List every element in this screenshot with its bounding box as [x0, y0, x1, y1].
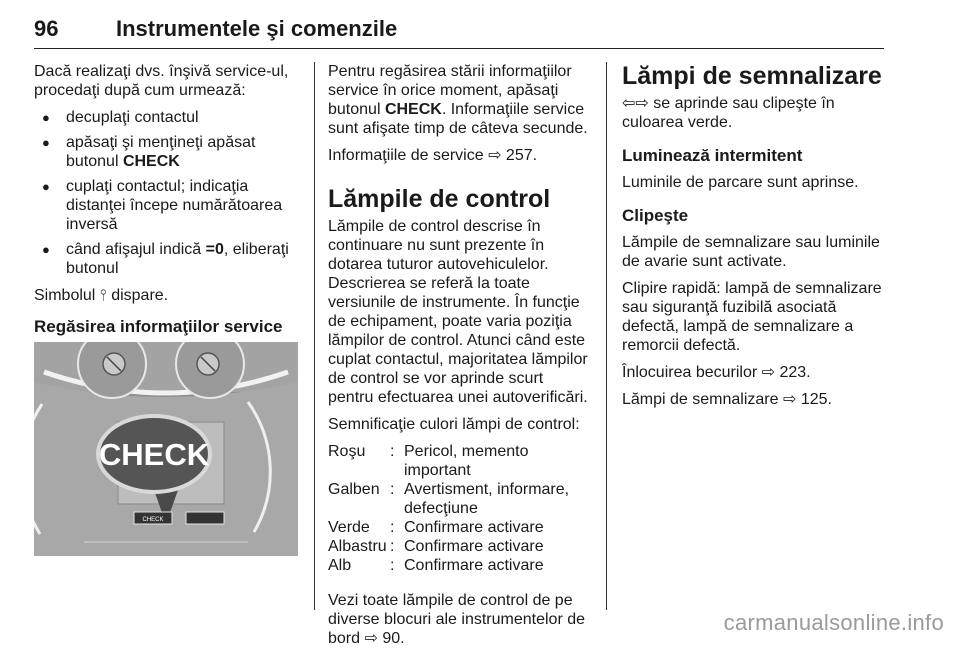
table-row: Albastru : Confirmare activare: [328, 538, 544, 555]
list-item: ● cuplaţi contactul; indicaţia distanţei începe numărătoarea inversă: [34, 177, 306, 234]
intro-paragraph: Dacă realizaţi dvs. înşivă service-ul, procedaţi după cum urmează:: [34, 63, 289, 99]
colors-intro: Semnificaţie culori lămpi de control:: [328, 416, 580, 433]
section-heading-service: Regăsirea informaţiilor service: [34, 317, 283, 336]
column-divider-2: [606, 62, 607, 610]
watermark: carmanualsonline.info: [723, 610, 944, 635]
instrument-reference: Vezi toate lămpile de control de pe diverse blocuri ale instrumentelor de bord ⇨ 90.: [328, 592, 586, 647]
steps-list: [34, 108, 306, 278]
table-row: Alb : Confirmare activare: [328, 557, 544, 574]
table-row: Galben : Avertisment, informare, defecţiune: [328, 481, 570, 517]
fast-flashing-paragraph: Clipire rapidă: lampă de semnalizare sau siguranţă fuzibilă asociată defectă, lampă de semnalizare a remorcii defectă.: [622, 280, 882, 354]
list-item: ● decuplaţi contactul: [34, 108, 306, 127]
lamp-colors-table: [328, 442, 593, 575]
service-retrieval-paragraph: Pentru regăsirea stării informaţiilor service în orice moment, apăsaţi butonul CHECK. Informaţiile service sunt afişate timp de câteva secunde.: [328, 63, 588, 137]
turn-signal-paragraph: ⇦⇨ se aprinde sau clipeşte în culoarea verde.: [622, 95, 835, 131]
column-2: [328, 62, 593, 656]
instrument-cluster-illustration: [34, 342, 298, 556]
flashing-paragraph: Lămpile de semnalizare sau luminile de avarie sunt activate.: [622, 234, 880, 270]
section-heading-turn-signals: Lămpi de semnalizare: [622, 62, 882, 90]
page-header: [34, 14, 884, 52]
column-3: [622, 62, 892, 417]
page-number: 96: [34, 16, 59, 41]
control-lamps-paragraph: Lămpile de control descrise în continuare nu sunt prezente în dotarea tuturor autovehiculelor. Descrierea se referă la toate versiunile de instrumente. În funcţie de echipament, poate varia poziţia lămpilor de control. Atunci când este cuplat contactul, majoritatea lămpilor de control se vor aprinde scurt pentru efectuarea unei autoverificări.: [328, 218, 588, 406]
list-item: ● când afişajul indică =0, eliberaţi butonul: [34, 240, 306, 278]
check-keyword: CHECK: [122, 153, 180, 170]
section-heading-control-lamps: Lămpile de control: [328, 185, 551, 213]
turn-signals-reference: Lămpi de semnalizare ⇨ 125.: [622, 391, 832, 408]
zero-keyword: =0: [205, 241, 224, 258]
check-button-callout: CHECK: [98, 437, 210, 472]
check-keyword: CHECK: [384, 101, 442, 118]
column-1: [34, 62, 306, 556]
small-check-button: CHECK: [142, 517, 164, 523]
symbol-paragraph: Simbolul ⫯ dispare.: [34, 287, 169, 304]
table-row: Verde : Confirmare activare: [328, 519, 544, 536]
header-divider: [34, 48, 884, 49]
list-item: ● apăsaţi şi menţineţi apăsat butonul CHECK: [34, 133, 306, 171]
column-divider-1: [314, 62, 315, 610]
service-info-reference: Informaţiile de service ⇨ 257.: [328, 147, 538, 164]
table-row: Roşu : Pericol, memento important: [328, 443, 529, 479]
subheading-steady: Luminează intermitent: [622, 146, 803, 165]
subheading-flashing: Clipeşte: [622, 206, 689, 225]
chapter-title: Instrumentele şi comenzile: [116, 16, 398, 41]
steady-paragraph: Luminile de parcare sunt aprinse.: [622, 174, 859, 191]
bulb-replacement-reference: Înlocuirea becurilor ⇨ 223.: [622, 364, 811, 381]
